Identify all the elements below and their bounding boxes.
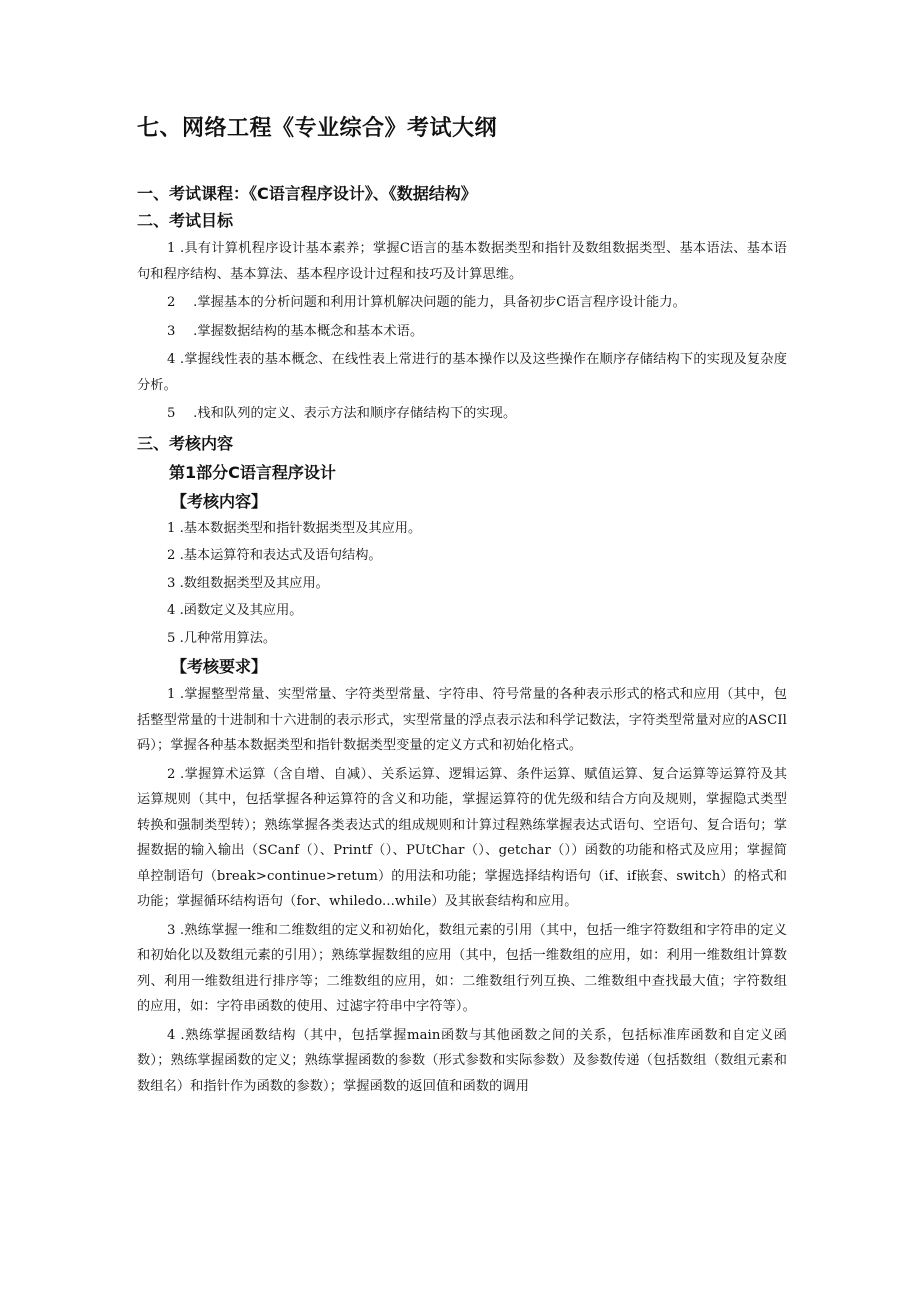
requirement-item-2: 2 .掌握算术运算（含自增、自减）、关系运算、逻辑运算、条件运算、赋值运算、复合运算等运算符及其运算规则（其中，包括掌握各种运算符的含义和功能，掌握运算符的优先级和结合方向及规则，掌握隐式类型转换和强制类型转）；熟练掌握各类表达式的组成规则和计算过程熟练掌握表达式语句、空语句、复合语句；掌握数据的输入输出（SCanf（）、Printf（）、PUtChar（）、getchar（））函数的功能和格式及应用；掌握简单控制语句（break>continue>retum）的用法和功能；掌握选择结构语句（if、if嵌套、switch）的格式和功能；掌握循环结构语句（for、whiledo...while）及其嵌套结构和应用。 <box>137 766 787 909</box>
requirement-item-1: 1 .掌握整型常量、实型常量、字符类型常量、字符串、符号常量的各种表示形式的格式和应用（其中，包括整型常量的十进制和十六进制的表示形式，实型常量的浮点表示法和科学记数法，字符类型常量对应的ASCIl码）；掌握各种基本数据类型和指针数据类型变量的定义方式和初始化格式。 <box>137 687 787 753</box>
content-item-5: 5 .几种常用算法。 <box>167 630 277 646</box>
section-exam-courses: 一、考试课程：《C语言程序设计》、《数据结构》 <box>137 184 477 203</box>
goal-item-1: 1 .具有计算机程序设计基本素养；掌握C语言的基本数据类型和指针及数组数据类型、基本语法、基本语句和程序结构、基本算法、基本程序设计过程和技巧及计算思维。 <box>137 241 787 282</box>
section-exam-content: 三、考核内容 <box>137 433 234 453</box>
requirement-item-3: 3 .熟练掌握一维和二维数组的定义和初始化，数组元素的引用（其中，包括一维字符数组和字符串的定义和初始化以及数组元素的引用）；熟练掌握数组的应用（其中，包括一维数组的应用，如：利用一维数组计算数列、利用一维数组进行排序等；二维数组的应用，如：二维数组行列互换、二维数组中查找最大值；字符数组的应用，如：字符串函数的使用、过滤字符串中字符等）。 <box>137 922 787 1014</box>
goal-item-3: 3 .掌握数据结构的基本概念和基本术语。 <box>167 323 424 339</box>
part-1-heading: 第1部分C语言程序设计 <box>169 462 336 482</box>
requirements-heading: 【考核要求】 <box>171 657 268 676</box>
content-item-3: 3 .数组数据类型及其应用。 <box>167 575 329 591</box>
content-item-4: 4 .函数定义及其应用。 <box>167 603 303 618</box>
goal-item-4: 4 .掌握线性表的基本概念、在线性表上常进行的基本操作以及这些操作在顺序存储结构下的实现及复杂度分析。 <box>137 352 787 393</box>
content-heading: 【考核内容】 <box>171 491 268 511</box>
goal-item-5: 5 .栈和队列的定义、表示方法和顺序存储结构下的实现。 <box>167 406 517 421</box>
section-exam-goals: 二、考试目标 <box>137 211 234 230</box>
requirement-item-4: 4 .熟练掌握函数结构（其中，包括掌握main函数与其他函数之间的关系，包括标准库函数和自定义函数）；熟练掌握函数的定义；熟练掌握函数的参数（形式参数和实际参数）及参数传递（包括数组（数组元素和数组名）和指针作为函数的参数）；掌握函数的返回值和函数的调用 <box>137 1027 787 1094</box>
document-title: 七、网络工程《专业综合》考试大纲 <box>137 116 498 141</box>
content-item-1: 1 .基本数据类型和指针数据类型及其应用。 <box>167 520 422 536</box>
content-item-2: 2 .基本运算符和表达式及语句结构。 <box>167 548 382 563</box>
goal-item-2: 2 .掌握基本的分析问题和利用计算机解决问题的能力，具备初步C语言程序设计能力。 <box>167 295 686 310</box>
document-page <box>137 112 787 1102</box>
